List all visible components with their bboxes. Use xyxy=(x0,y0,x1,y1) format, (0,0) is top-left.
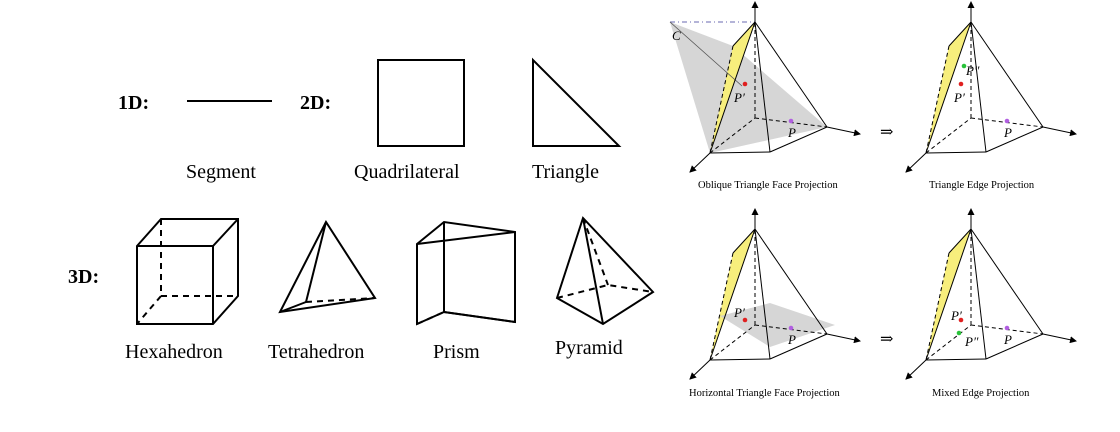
diagram-oblique xyxy=(670,2,860,172)
label-c: C xyxy=(672,28,681,43)
label-quadrilateral: Quadrilateral xyxy=(354,161,460,183)
point-p xyxy=(789,326,794,331)
diagram-mixed xyxy=(906,209,1076,379)
label-p: P xyxy=(1004,125,1012,140)
label-hexahedron: Hexahedron xyxy=(125,341,223,363)
label-p: P xyxy=(788,125,796,140)
point-p-prime xyxy=(743,82,748,87)
implies-arrow-bottom: ⇒ xyxy=(880,331,894,348)
point-p xyxy=(1005,119,1010,124)
point-p-double xyxy=(957,331,962,336)
point-p xyxy=(789,119,794,124)
label-p-prime: P′ xyxy=(954,90,965,105)
label-p-double: P″ xyxy=(965,334,979,349)
label-p: P xyxy=(788,332,796,347)
label-prism: Prism xyxy=(433,341,480,363)
caption-edge: Triangle Edge Projection xyxy=(929,180,1035,191)
label-segment: Segment xyxy=(186,161,256,183)
label-p-prime: P′ xyxy=(734,90,745,105)
label-tetrahedron: Tetrahedron xyxy=(268,341,365,363)
label-2d: 2D: xyxy=(300,92,332,114)
diagram-edge xyxy=(906,2,1076,172)
diagram-horizontal xyxy=(690,209,860,379)
label-pyramid: Pyramid xyxy=(555,337,623,359)
caption-mixed: Mixed Edge Projection xyxy=(932,388,1030,399)
label-p: P xyxy=(1004,332,1012,347)
implies-arrow-top: ⇒ xyxy=(880,124,894,141)
label-1d: 1D: xyxy=(118,92,150,114)
label-3d: 3D: xyxy=(68,266,100,288)
label-p-prime: P′ xyxy=(951,308,962,323)
caption-horizontal: Horizontal Triangle Face Projection xyxy=(689,388,840,399)
point-p xyxy=(1005,326,1010,331)
point-p-prime xyxy=(959,82,964,87)
caption-oblique: Oblique Triangle Face Projection xyxy=(698,180,838,191)
label-p-double: P″ xyxy=(966,63,980,78)
label-triangle: Triangle xyxy=(532,161,600,183)
label-p-prime: P′ xyxy=(734,305,745,320)
